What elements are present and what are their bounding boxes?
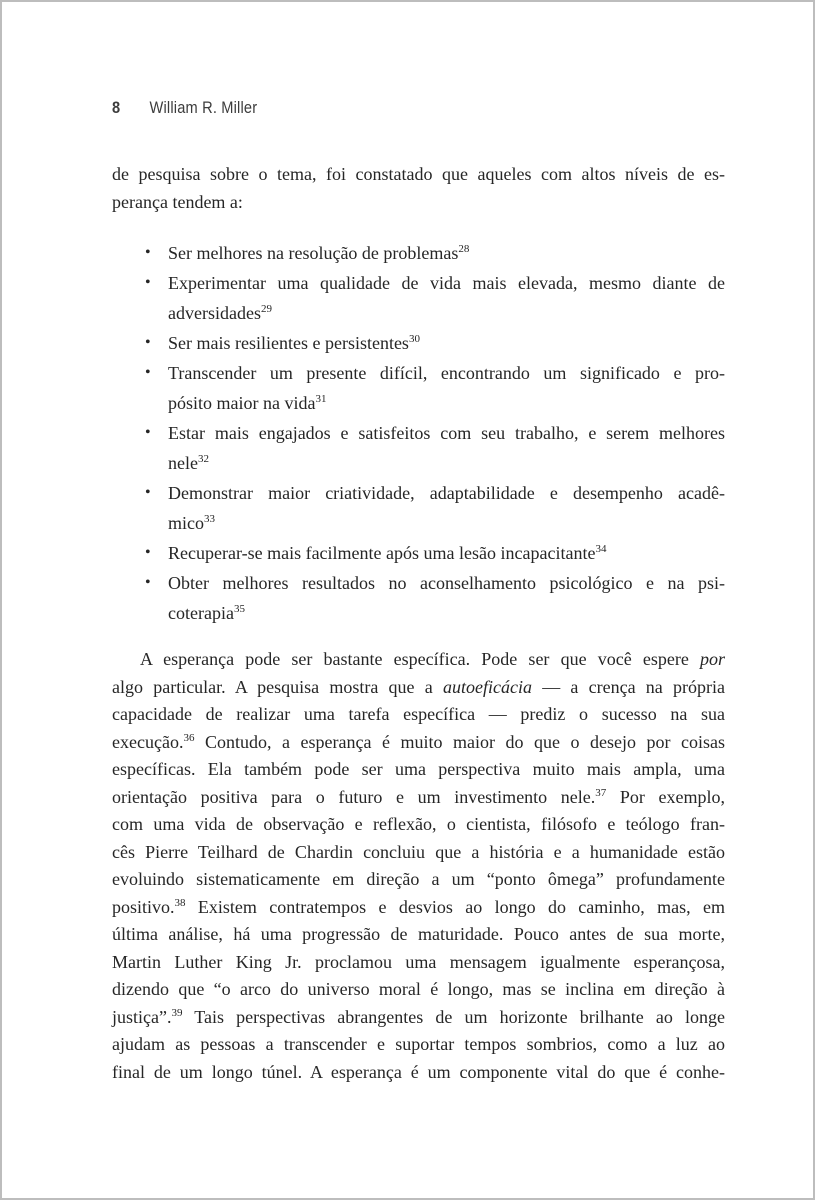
text-line <box>112 784 725 812</box>
text-run: execução. <box>112 731 184 752</box>
text-line <box>168 238 725 268</box>
footnote-ref: 35 <box>233 603 245 615</box>
hope-benefits-list <box>112 238 725 628</box>
text-run: Contudo, a esperança é muito maior do que o desejo por coisas <box>194 731 725 752</box>
footnote-ref: 38 <box>174 896 186 909</box>
text-run: específicas. Ela também pode ser uma perspectiva muito mais ampla, uma <box>112 759 725 779</box>
footnote-ref: 33 <box>204 513 215 525</box>
bullet-icon: • <box>145 424 151 441</box>
list-item <box>112 478 725 538</box>
page-number: 8 <box>112 98 121 117</box>
footnote-ref: 30 <box>408 333 420 345</box>
bullet-icon: • <box>145 334 151 351</box>
text-run: nele <box>168 453 198 473</box>
text-run: mico <box>168 513 204 533</box>
text-run: algo particular. A pesquisa mostra que a <box>112 676 443 697</box>
footnote-ref: 31 <box>315 393 327 405</box>
text-line <box>112 756 725 784</box>
text-run: coterapia <box>168 603 234 623</box>
text-line <box>168 478 725 508</box>
text-run: Tais perspectivas abrangentes de um horizonte brilhante ao longe <box>182 1006 725 1027</box>
text-run: cês Pierre Teilhard de Chardin concluiu que a história e a humanidade estão <box>112 841 725 862</box>
main-paragraph <box>112 646 725 1086</box>
footnote-ref: 29 <box>260 303 272 315</box>
text-line <box>168 268 725 298</box>
text-line <box>168 448 725 478</box>
text-line <box>168 538 725 568</box>
text-line <box>168 568 725 598</box>
bullet-icon: • <box>145 574 151 591</box>
text-run: final de um longo túnel. A esperança é um componente vital do que é conhe- <box>112 1061 725 1082</box>
bullet-icon: • <box>145 544 151 561</box>
text-run: Por exemplo, <box>606 786 725 807</box>
text-line <box>112 866 725 894</box>
footnote-ref: 34 <box>595 543 607 555</box>
bullet-icon: • <box>145 244 151 261</box>
text-run: dizendo que “o arco do universo moral é longo, mas se inclina em direção à <box>112 979 725 999</box>
text-run: com uma vida de observação e reflexão, o cientista, filósofo e teólogo fran- <box>112 814 725 834</box>
text-run: capacidade de realizar uma tarefa específica — prediz o sucesso na sua <box>112 704 725 724</box>
text-line <box>168 508 725 538</box>
text-line <box>168 388 725 418</box>
list-item <box>112 358 725 418</box>
list-item <box>112 238 725 268</box>
bullet-icon: • <box>145 484 151 501</box>
text-run: Demonstrar maior criatividade, adaptabilidade e desempenho acadê- <box>168 483 725 503</box>
text-run: perança tendem a: <box>112 191 243 212</box>
text-run: evoluindo sistematicamente em direção a um “ponto ômega” profundamente <box>112 869 725 889</box>
footnote-ref: 39 <box>171 1006 183 1019</box>
list-item <box>112 418 725 478</box>
text-line <box>168 418 725 448</box>
text-run: Obter melhores resultados no aconselhamento psicológico e na psi- <box>168 573 725 593</box>
footnote-ref: 37 <box>595 786 607 799</box>
text-line <box>112 976 725 1004</box>
bullet-icon: • <box>145 274 151 291</box>
text-run: Existem contratempos e desvios ao longo do caminho, mas, em <box>185 896 725 917</box>
text-run: Martin Luther King Jr. proclamou uma mensagem igualmente esperançosa, <box>112 951 725 972</box>
italic-run: por <box>699 649 725 669</box>
text-run: adversidades <box>168 303 261 323</box>
text-run: Recuperar-se mais facilmente após uma lesão incapacitante <box>168 543 596 563</box>
text-line <box>112 729 725 757</box>
list-item <box>112 328 725 358</box>
text-run: Transcender um presente difícil, encontrando um significado e pro- <box>168 363 725 383</box>
text-line <box>112 811 725 839</box>
text-line <box>112 921 725 949</box>
text-line <box>168 358 725 388</box>
text-run: positivo. <box>112 896 175 917</box>
list-item <box>112 538 725 568</box>
text-run: A esperança pode ser bastante específica. Pode ser que você espere <box>140 649 700 669</box>
text-line <box>168 598 725 628</box>
text-line <box>112 1004 725 1032</box>
text-line <box>168 328 725 358</box>
text-run: orientação positiva para o futuro e um investimento nele. <box>112 786 596 807</box>
text-run: — a crença na própria <box>531 676 725 697</box>
text-run: ajudam as pessoas a transcender e suportar tempos sombrios, como a luz ao <box>112 1034 725 1054</box>
text-run: Ser melhores na resolução de problemas <box>168 243 459 263</box>
text-run: justiça”. <box>112 1006 172 1027</box>
list-item <box>112 268 725 328</box>
text-line <box>112 189 725 217</box>
text-line <box>112 949 725 977</box>
text-run: de pesquisa sobre o tema, foi constatado que aqueles com altos níveis de es- <box>112 164 725 184</box>
running-head <box>112 98 281 118</box>
text-line <box>112 839 725 867</box>
running-title: William R. Miller <box>149 98 258 117</box>
text-line <box>112 674 725 702</box>
text-run: Ser mais resilientes e persistentes <box>168 333 409 353</box>
footnote-ref: 32 <box>197 453 209 465</box>
intro-paragraph <box>112 161 725 216</box>
text-line <box>112 1031 725 1059</box>
footnote-ref: 28 <box>458 243 470 255</box>
text-line <box>112 701 725 729</box>
text-line <box>112 894 725 922</box>
text-line <box>168 298 725 328</box>
italic-run: autoeficácia <box>442 676 532 697</box>
text-run: pósito maior na vida <box>168 393 316 413</box>
bullet-icon: • <box>145 364 151 381</box>
text-line <box>112 646 725 674</box>
list-item <box>112 568 725 628</box>
text-line <box>112 161 725 189</box>
footnote-ref: 36 <box>183 731 195 744</box>
text-run: Experimentar uma qualidade de vida mais elevada, mesmo diante de <box>168 273 725 293</box>
text-run: última análise, há uma progressão de maturidade. Pouco antes de sua morte, <box>112 924 725 944</box>
text-run: Estar mais engajados e satisfeitos com seu trabalho, e serem melhores <box>168 423 725 443</box>
text-line <box>112 1059 725 1087</box>
